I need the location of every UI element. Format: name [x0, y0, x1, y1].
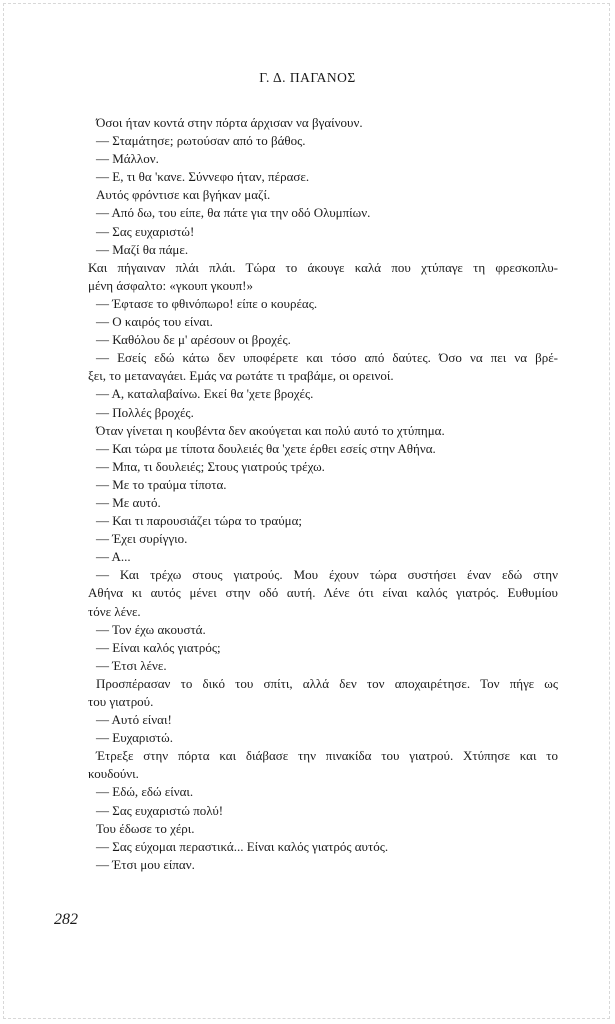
- text-line: — Έτσι λένε.: [96, 657, 167, 673]
- text-line: — Έφτασε το φθινόπωρο! είπε ο κουρέας.: [96, 295, 318, 311]
- text-line: — Και τώρα με τίποτα δουλειές θα 'χετε έρθει εσείς στην Αθήνα.: [96, 440, 436, 456]
- text-line: — Είναι καλός γιατρός;: [96, 639, 221, 655]
- text-line: — Σας ευχαριστώ πολύ!: [96, 802, 224, 818]
- text-line: — Με αυτό.: [96, 494, 161, 510]
- text-line: — Εδώ, εδώ είναι.: [96, 784, 194, 800]
- text-line: — Μαζί θα πάμε.: [96, 241, 189, 257]
- running-header: Γ. Δ. ΠΑΓΑΝΟΣ: [259, 70, 356, 85]
- page-number: 282: [54, 911, 78, 928]
- text-line: Προσπέρασαν το δικό του σπίτι, αλλά δεν τον αποχαιρέτησε. Τον πήγε ως: [96, 675, 558, 691]
- text-line: — Από δω, του είπε, θα πάτε για την οδό Ολυμπίων.: [96, 205, 371, 221]
- text-line: Αθήνα κι αυτός μένει στην οδό αυτή. Λένε ότι είναι καλός γιατρός. Ευθυμίου: [88, 585, 558, 601]
- text-line: — Και τρέχω στους γιατρούς. Μου έχουν τώρα συστήσει έναν εδώ στην: [96, 567, 558, 583]
- text-line: κουδούνι.: [88, 766, 139, 782]
- text-line: — Και τι παρουσιάζει τώρα το τραύμα;: [96, 513, 303, 529]
- text-line: — Σας ευχαριστώ!: [96, 223, 195, 239]
- text-line: Και πήγαιναν πλάι πλάι. Τώρα το άκουγε καλά που χτύπαγε τη φρεσκοπλυ-: [88, 259, 558, 275]
- text-line: — Σταμάτησε; ρωτούσαν από το βάθος.: [96, 133, 306, 149]
- text-line: — Πολλές βροχές.: [96, 404, 194, 420]
- text-line: — Καθόλου δε μ' αρέσουν οι βροχές.: [96, 332, 291, 348]
- text-line: — Έχει συρίγγιο.: [96, 531, 188, 547]
- text-line: μένη άσφαλτο: «γκουπ γκουπ!»: [88, 277, 253, 293]
- text-line: — Μπα, τι δουλειές; Στους γιατρούς τρέχω.: [96, 458, 325, 474]
- text-line: Όταν γίνεται η κουβέντα δεν ακούγεται και πολύ αυτό το χτύπημα.: [96, 422, 445, 438]
- text-line: τόνε λένε.: [88, 603, 141, 619]
- text-line: Αυτός φρόντισε και βγήκαν μαζί.: [96, 187, 271, 203]
- text-line: — Α...: [96, 549, 131, 565]
- text-line: Όσοι ήταν κοντά στην πόρτα άρχισαν να βγαίνουν.: [96, 115, 363, 130]
- text-line: — Ευχαριστώ.: [96, 730, 173, 746]
- text-line: — Ε, τι θα 'κανε. Σύννεφο ήταν, πέρασε.: [96, 169, 310, 185]
- text-line: — Εσείς εδώ κάτω δεν υποφέρετε και τόσο από δαύτες. Όσο να πει να βρέ-: [96, 350, 558, 366]
- text-line: — Έτσι μου είπαν.: [96, 856, 195, 872]
- text-line: — Σας εύχομαι περαστικά... Είναι καλός γιατρός αυτός.: [96, 838, 389, 854]
- text-line: Έτρεξε στην πόρτα και διάβασε την πινακίδα του γιατρού. Χτύπησε και το: [96, 748, 558, 764]
- text-line: — Μάλλον.: [96, 151, 159, 167]
- text-line: ξει, το μεταναγάει. Εμάς να ρωτάτε τι τραβάμε, οι ορεινοί.: [88, 368, 394, 384]
- body-text: [88, 114, 558, 874]
- text-line: — Τον έχω ακουστά.: [96, 621, 206, 637]
- text-line: — Με το τραύμα τίποτα.: [96, 476, 227, 492]
- text-line: — Ο καιρός του είναι.: [96, 314, 213, 330]
- text-line: Του έδωσε το χέρι.: [96, 820, 195, 836]
- text-line: του γιατρού.: [88, 694, 154, 709]
- text-line: — Α, καταλαβαίνω. Εκεί θα 'χετε βροχές.: [96, 386, 314, 402]
- text-line: — Αυτό είναι!: [96, 712, 172, 728]
